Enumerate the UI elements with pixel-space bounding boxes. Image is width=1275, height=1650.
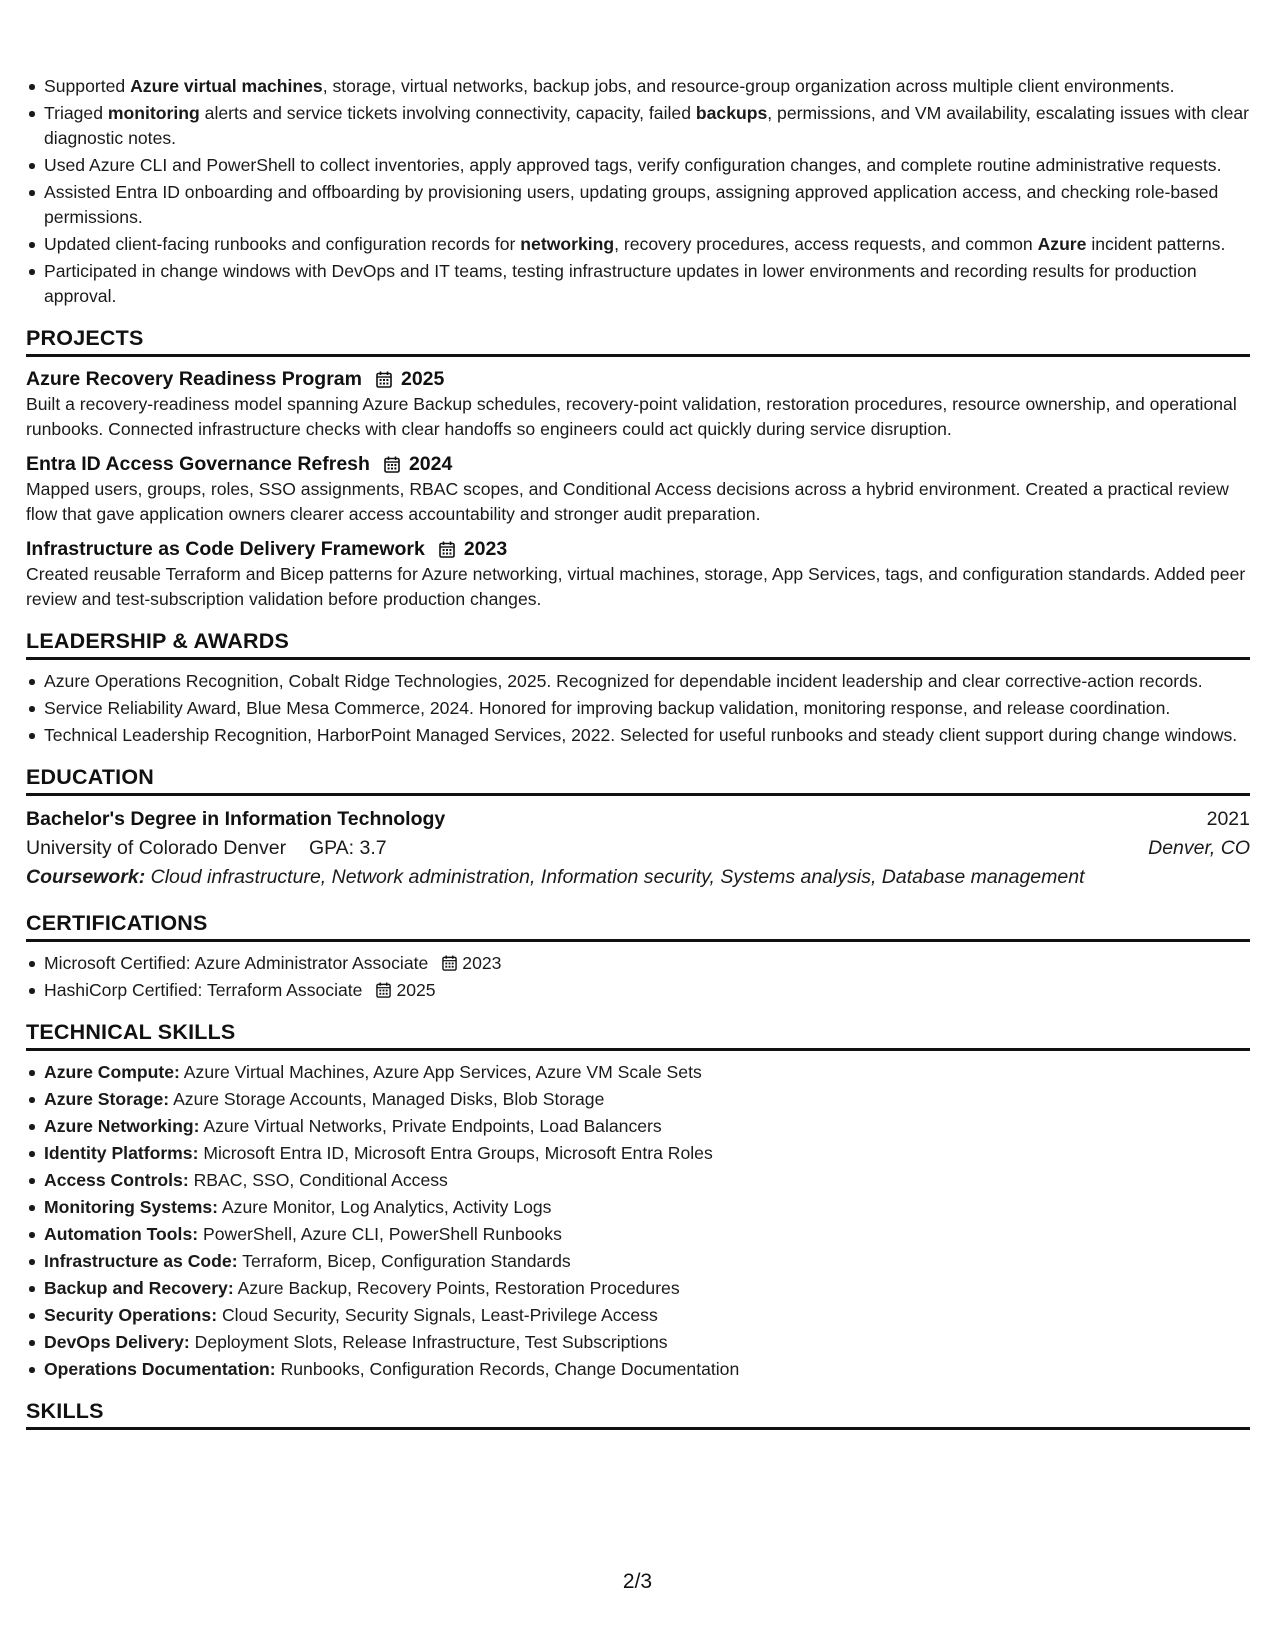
project-item [26, 536, 1250, 612]
list-item [44, 180, 1250, 230]
skill-values: Microsoft Entra ID, Microsoft Entra Groups, Microsoft Entra Roles [203, 1143, 713, 1163]
graduation-year: 2021 [1206, 808, 1250, 830]
skill-category: Backup and Recovery: [44, 1278, 234, 1298]
bullet-text: Used Azure CLI and PowerShell to collect inventories, apply approved tags, verify configuration changes, and complete routine administrative requests. [44, 155, 1222, 175]
leadership-section [26, 628, 1250, 748]
page-number: 2/3 [622, 1570, 653, 1593]
project-description: Mapped users, groups, roles, SSO assignments, RBAC scopes, and Conditional Access decisions across a hybrid environment. Created a practical review flow that gave application owners clearer access accountability and stronger audit preparation. [26, 479, 1229, 524]
calendar-icon [384, 456, 400, 473]
skill-category: Security Operations: [44, 1305, 218, 1325]
skill-values: RBAC, SSO, Conditional Access [193, 1170, 448, 1190]
project-name: Infrastructure as Code Delivery Framework [26, 538, 425, 560]
skill-values: Azure Monitor, Log Analytics, Activity Logs [221, 1197, 552, 1217]
bullet-text: Assisted Entra ID onboarding and offboarding by provisioning users, updating groups, assigning approved application access, and checking role-based permissions. [44, 182, 1219, 227]
leadership-list [26, 669, 1250, 748]
school-location: Denver, CO [1148, 837, 1250, 859]
experience-bullets [26, 74, 1250, 309]
list-item [44, 74, 1250, 99]
list-item [44, 1222, 1250, 1247]
bullet-text: Supported [44, 76, 131, 96]
education-section [26, 764, 1250, 892]
skill-category: Automation Tools: [44, 1224, 199, 1244]
bullet-keyword: Azure [1037, 234, 1087, 254]
project-item [26, 366, 1250, 442]
project-item [26, 451, 1250, 527]
technical-skills-list [26, 1060, 1250, 1382]
bullet-keyword: networking [520, 234, 615, 254]
skill-category: Infrastructure as Code: [44, 1251, 238, 1271]
list-item [44, 1303, 1250, 1328]
calendar-icon [376, 371, 392, 388]
project-year: 2025 [400, 368, 445, 390]
bullet-text: alerts and service tickets involving connectivity, capacity, failed [199, 103, 696, 123]
list-item [44, 1249, 1250, 1274]
bullet-keyword: Azure virtual machines [130, 76, 323, 96]
skill-values: Terraform, Bicep, Configuration Standards [242, 1251, 571, 1271]
skill-values: PowerShell, Azure CLI, PowerShell Runbooks [202, 1224, 562, 1244]
skill-category: Access Controls: [44, 1170, 189, 1190]
skill-values: Azure Virtual Networks, Private Endpoints, Load Balancers [203, 1116, 662, 1136]
certifications-list [26, 951, 1250, 1003]
calendar-icon [442, 955, 457, 971]
certification-name: Microsoft Certified: Azure Administrator Associate [44, 953, 429, 973]
project-name: Azure Recovery Readiness Program [26, 368, 362, 390]
skill-category: Azure Networking: [44, 1116, 200, 1136]
certification-year: 2025 [396, 980, 436, 1000]
list-item [44, 1141, 1250, 1166]
list-item: Azure Operations Recognition, Cobalt Ridge Technologies, 2025. Recognized for dependable incident leadership and clear corrective-action records. [44, 669, 1250, 694]
list-item [44, 1276, 1250, 1301]
skill-values: Azure Backup, Recovery Points, Restoration Procedures [237, 1278, 680, 1298]
list-item [44, 232, 1250, 257]
list-item [44, 951, 1250, 976]
skills-section [26, 1398, 1250, 1430]
skill-category: Azure Storage: [44, 1089, 170, 1109]
calendar-icon [376, 982, 391, 998]
list-item: Technical Leadership Recognition, HarborPoint Managed Services, 2022. Selected for useful runbooks and steady client support during change windows. [44, 723, 1250, 748]
skill-category: Monitoring Systems: [44, 1197, 218, 1217]
list-item [44, 153, 1250, 178]
project-name: Entra ID Access Governance Refresh [26, 453, 370, 475]
bullet-text: , storage, virtual networks, backup jobs, and resource-group organization across multiple client environments. [322, 76, 1175, 96]
list-item [44, 1114, 1250, 1139]
list-item [44, 1330, 1250, 1355]
resume-page [26, 74, 1250, 1430]
degree-name: Bachelor's Degree in Information Technology [26, 808, 446, 830]
list-item [44, 1087, 1250, 1112]
project-year: 2024 [408, 453, 453, 475]
project-description: Built a recovery-readiness model spanning Azure Backup schedules, recovery-point validation, restoration procedures, resource ownership, and operational runbooks. Connected infrastructure checks with clear handoffs so engineers could act quickly during service disruption. [26, 394, 1237, 439]
skill-category: Operations Documentation: [44, 1359, 276, 1379]
school-name: University of Colorado Denver [26, 837, 287, 859]
coursework-list: Cloud infrastructure, Network administration, Information security, Systems analysis, Database management [150, 866, 1085, 888]
projects-section [26, 325, 1250, 612]
skill-category: Identity Platforms: [44, 1143, 199, 1163]
project-description: Created reusable Terraform and Bicep patterns for Azure networking, virtual machines, storage, App Services, tags, and configuration standards. Added peer review and test-subscription validation before production changes. [26, 564, 1246, 609]
coursework-label: Coursework: [26, 866, 146, 888]
bullet-text: Triaged [44, 103, 108, 123]
gpa: GPA: 3.7 [308, 837, 387, 859]
skill-values: Deployment Slots, Release Infrastructure, Test Subscriptions [194, 1332, 668, 1352]
list-item [44, 101, 1250, 151]
skill-category: DevOps Delivery: [44, 1332, 190, 1352]
list-item [44, 1195, 1250, 1220]
list-item [44, 1168, 1250, 1193]
section-title-leadership: LEADERSHIP & AWARDS [26, 628, 1250, 660]
bullet-text: , recovery procedures, access requests, and common [614, 234, 1038, 254]
section-title-projects: PROJECTS [26, 325, 1250, 357]
skill-values: Runbooks, Configuration Records, Change Documentation [280, 1359, 740, 1379]
section-title-education: EDUCATION [26, 764, 1250, 796]
bullet-text: incident patterns. [1086, 234, 1226, 254]
list-item [44, 978, 1250, 1003]
certification-year: 2023 [462, 953, 502, 973]
list-item [44, 1060, 1250, 1085]
skill-values: Azure Virtual Machines, Azure App Services, Azure VM Scale Sets [183, 1062, 702, 1082]
technical-skills-section [26, 1019, 1250, 1382]
bullet-text: Updated client-facing runbooks and configuration records for [44, 234, 521, 254]
bullet-keyword: monitoring [107, 103, 200, 123]
skill-values: Azure Storage Accounts, Managed Disks, Blob Storage [173, 1089, 605, 1109]
certification-name: HashiCorp Certified: Terraform Associate [44, 980, 363, 1000]
list-item [44, 1357, 1250, 1382]
bullet-keyword: backups [695, 103, 768, 123]
project-year: 2023 [463, 538, 508, 560]
section-title-certifications: CERTIFICATIONS [26, 910, 1250, 942]
bullet-text: Participated in change windows with DevOps and IT teams, testing infrastructure updates in lower environments and recording results for production approval. [44, 261, 1197, 306]
bullet-text: , permissions, and VM availability, escalating issues with clear diagnostic notes. [44, 103, 1250, 148]
calendar-icon [439, 541, 455, 558]
section-title-technical-skills: TECHNICAL SKILLS [26, 1019, 1250, 1051]
skill-category: Azure Compute: [44, 1062, 180, 1082]
list-item: Service Reliability Award, Blue Mesa Commerce, 2024. Honored for improving backup validation, monitoring response, and release coordination. [44, 696, 1250, 721]
section-title-skills: SKILLS [26, 1398, 1250, 1430]
skill-values: Cloud Security, Security Signals, Least-Privilege Access [221, 1305, 658, 1325]
list-item [44, 259, 1250, 309]
certifications-section [26, 910, 1250, 1003]
